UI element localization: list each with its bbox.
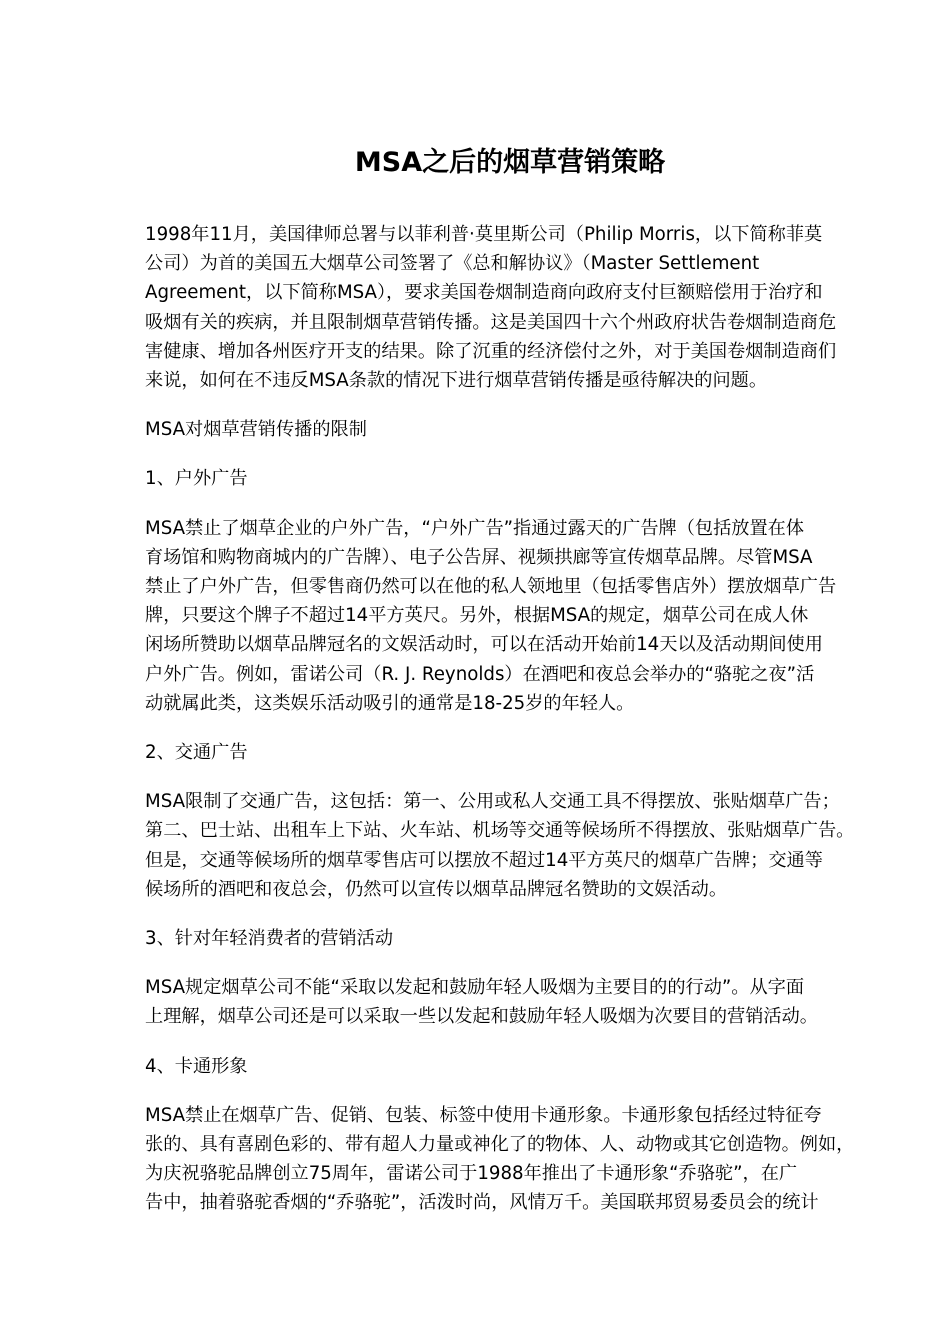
paragraph-line: 育场馆和购物商城内的广告牌）、电子公告屏、视频拱廊等宣传烟草品牌。尽管MSA xyxy=(145,546,813,568)
section-heading-outdoor: 1、户外广告 xyxy=(145,468,248,490)
paragraph-line: Agreement，以下简称MSA），要求美国卷烟制造商向政府支付巨额赔偿用于治疗和 xyxy=(145,282,823,304)
section-heading-transit: 2、交通广告 xyxy=(145,742,248,764)
paragraph-outdoor xyxy=(145,514,885,718)
paragraph-line: 吸烟有关的疾病，并且限制烟草营销传播。这是美国四十六个州政府状告卷烟制造商危 xyxy=(145,311,837,333)
document-title: MSA之后的烟草营销策略 xyxy=(354,147,666,178)
paragraph-line: 第二、巴士站、出租车上下站、火车站、机场等交通等候场所不得摆放、张贴烟草广告。 xyxy=(145,820,855,842)
section-heading-limits: MSA对烟草营销传播的限制 xyxy=(145,419,367,441)
paragraph-line: 禁止了户外广告，但零售商仍然可以在他的私人领地里（包括零售店外）摆放烟草广告 xyxy=(145,576,837,598)
paragraph-line: 告中，抽着骆驼香烟的“乔骆驼”，活泼时尚，风情万千。美国联邦贸易委员会的统计 xyxy=(145,1192,819,1214)
paragraph-line: 来说，如何在不违反MSA条款的情况下进行烟草营销传播是亟待解决的问题。 xyxy=(145,370,768,392)
paragraph-line: 候场所的酒吧和夜总会，仍然可以宣传以烟草品牌冠名赞助的文娱活动。 xyxy=(145,878,728,900)
paragraph-cartoon xyxy=(145,1101,885,1218)
section-heading-youth: 3、针对年轻消费者的营销活动 xyxy=(145,928,394,950)
paragraph-line: 户外广告。例如，雷诺公司（R. J. Reynolds）在酒吧和夜总会举办的“骆驼之夜”活 xyxy=(145,663,815,685)
paragraph-youth xyxy=(145,973,885,1031)
paragraph-line: MSA禁止了烟草企业的户外广告，“户外广告”指通过露天的广告牌（包括放置在体 xyxy=(145,517,805,539)
paragraph-line: 害健康、增加各州医疗开支的结果。除了沉重的经济偿付之外，对于美国卷烟制造商们 xyxy=(145,340,837,362)
paragraph-line: 张的、具有喜剧色彩的、带有超人力量或神化了的物体、人、动物或其它创造物。例如， xyxy=(145,1134,855,1156)
paragraph-intro xyxy=(145,220,885,395)
paragraph-line: MSA禁止在烟草广告、促销、包装、标签中使用卡通形象。卡通形象包括经过特征夸 xyxy=(145,1104,822,1126)
paragraph-line: 闲场所赞助以烟草品牌冠名的文娱活动时，可以在活动开始前14天以及活动期间使用 xyxy=(145,634,823,656)
paragraph-line: 但是，交通等候场所的烟草零售店可以摆放不超过14平方英尺的烟草广告牌；交通等 xyxy=(145,849,823,871)
paragraph-line: MSA限制了交通广告，这包括：第一、公用或私人交通工具不得摆放、张贴烟草广告； xyxy=(145,791,840,813)
section-heading-cartoon: 4、卡通形象 xyxy=(145,1055,248,1077)
paragraph-line: 公司）为首的美国五大烟草公司签署了《总和解协议》（Master Settlement xyxy=(145,253,760,275)
paragraph-line: 动就属此类，这类娱乐活动吸引的通常是18-25岁的年轻人。 xyxy=(145,692,635,714)
paragraph-line: MSA规定烟草公司不能“采取以发起和鼓励年轻人吸烟为主要目的的行动”。从字面 xyxy=(145,977,805,999)
paragraph-transit xyxy=(145,787,885,904)
paragraph-line: 1998年11月，美国律师总署与以菲利普·莫里斯公司（Philip Morris，以下简称菲莫 xyxy=(145,224,823,245)
paragraph-line: 为庆祝骆驼品牌创立75周年，雷诺公司于1988年推出了卡通形象“乔骆驼”，在广 xyxy=(145,1163,798,1185)
document-body xyxy=(145,220,885,1238)
paragraph-line: 牌，只要这个牌子不超过14平方英尺。另外，根据MSA的规定，烟草公司在成人休 xyxy=(145,605,809,627)
paragraph-line: 上理解，烟草公司还是可以采取一些以发起和鼓励年轻人吸烟为次要目的营销活动。 xyxy=(145,1006,818,1028)
